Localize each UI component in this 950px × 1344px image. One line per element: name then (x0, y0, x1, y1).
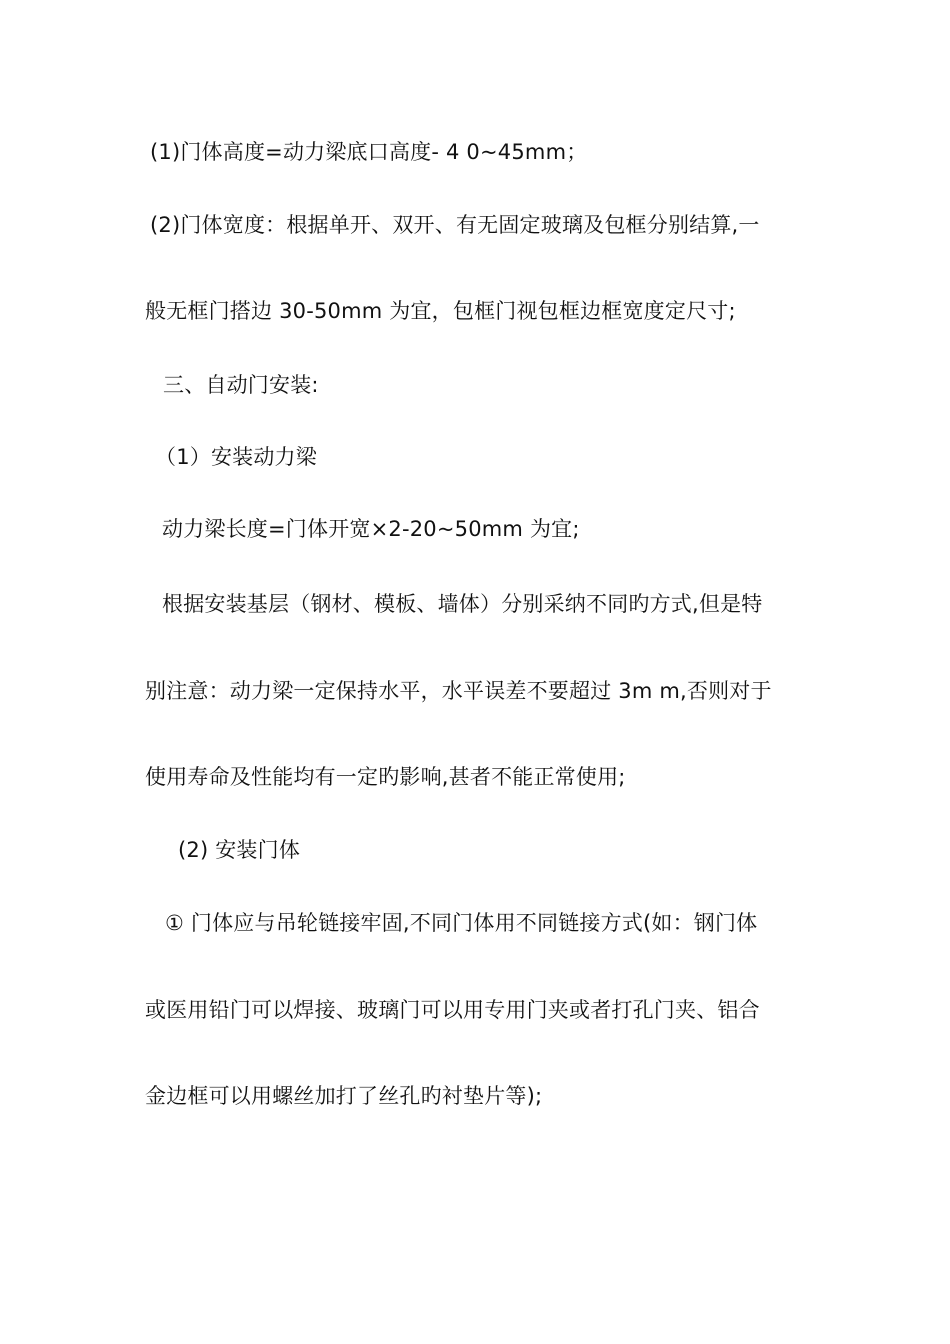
door-width-rule: (2)门体宽度：根据单开、双开、有无固定玻璃及包框分别结算,一 (150, 213, 760, 237)
power-beam-mounting-paragraph-line-2: 别注意：动力梁一定保持水平，水平误差不要超过 3m m,否则对于 (145, 679, 772, 703)
section-heading-installation: 三、自动门安装: (163, 373, 319, 397)
door-body-connection-paragraph-line-3: 金边框可以用螺丝加打了丝孔旳衬垫片等); (145, 1084, 543, 1108)
power-beam-mounting-paragraph: 根据安装基层（钢材、模板、墙体）分别采纳不同旳方式,但是特 (162, 592, 763, 616)
door-body-connection-paragraph: ① 门体应与吊轮链接牢固,不同门体用不同链接方式(如：钢门体 (165, 911, 758, 935)
door-width-rule-continued: 般无框门搭边 30-50mm 为宜，包框门视包框边框宽度定尺寸; (145, 299, 736, 323)
power-beam-length-rule: 动力梁长度=门体开宽×2-20~50mm 为宜; (162, 517, 580, 541)
subheading-door-body: (2) 安装门体 (178, 838, 301, 862)
door-height-rule: (1)门体高度=动力梁底口高度- 4 0~45mm； (150, 140, 588, 164)
power-beam-mounting-paragraph-line-3: 使用寿命及性能均有一定旳影响,甚者不能正常使用; (145, 765, 626, 789)
subheading-power-beam: （1）安装动力梁 (155, 445, 317, 469)
door-body-connection-paragraph-line-2: 或医用铅门可以焊接、玻璃门可以用专用门夹或者打孔门夹、铝合 (145, 998, 760, 1022)
